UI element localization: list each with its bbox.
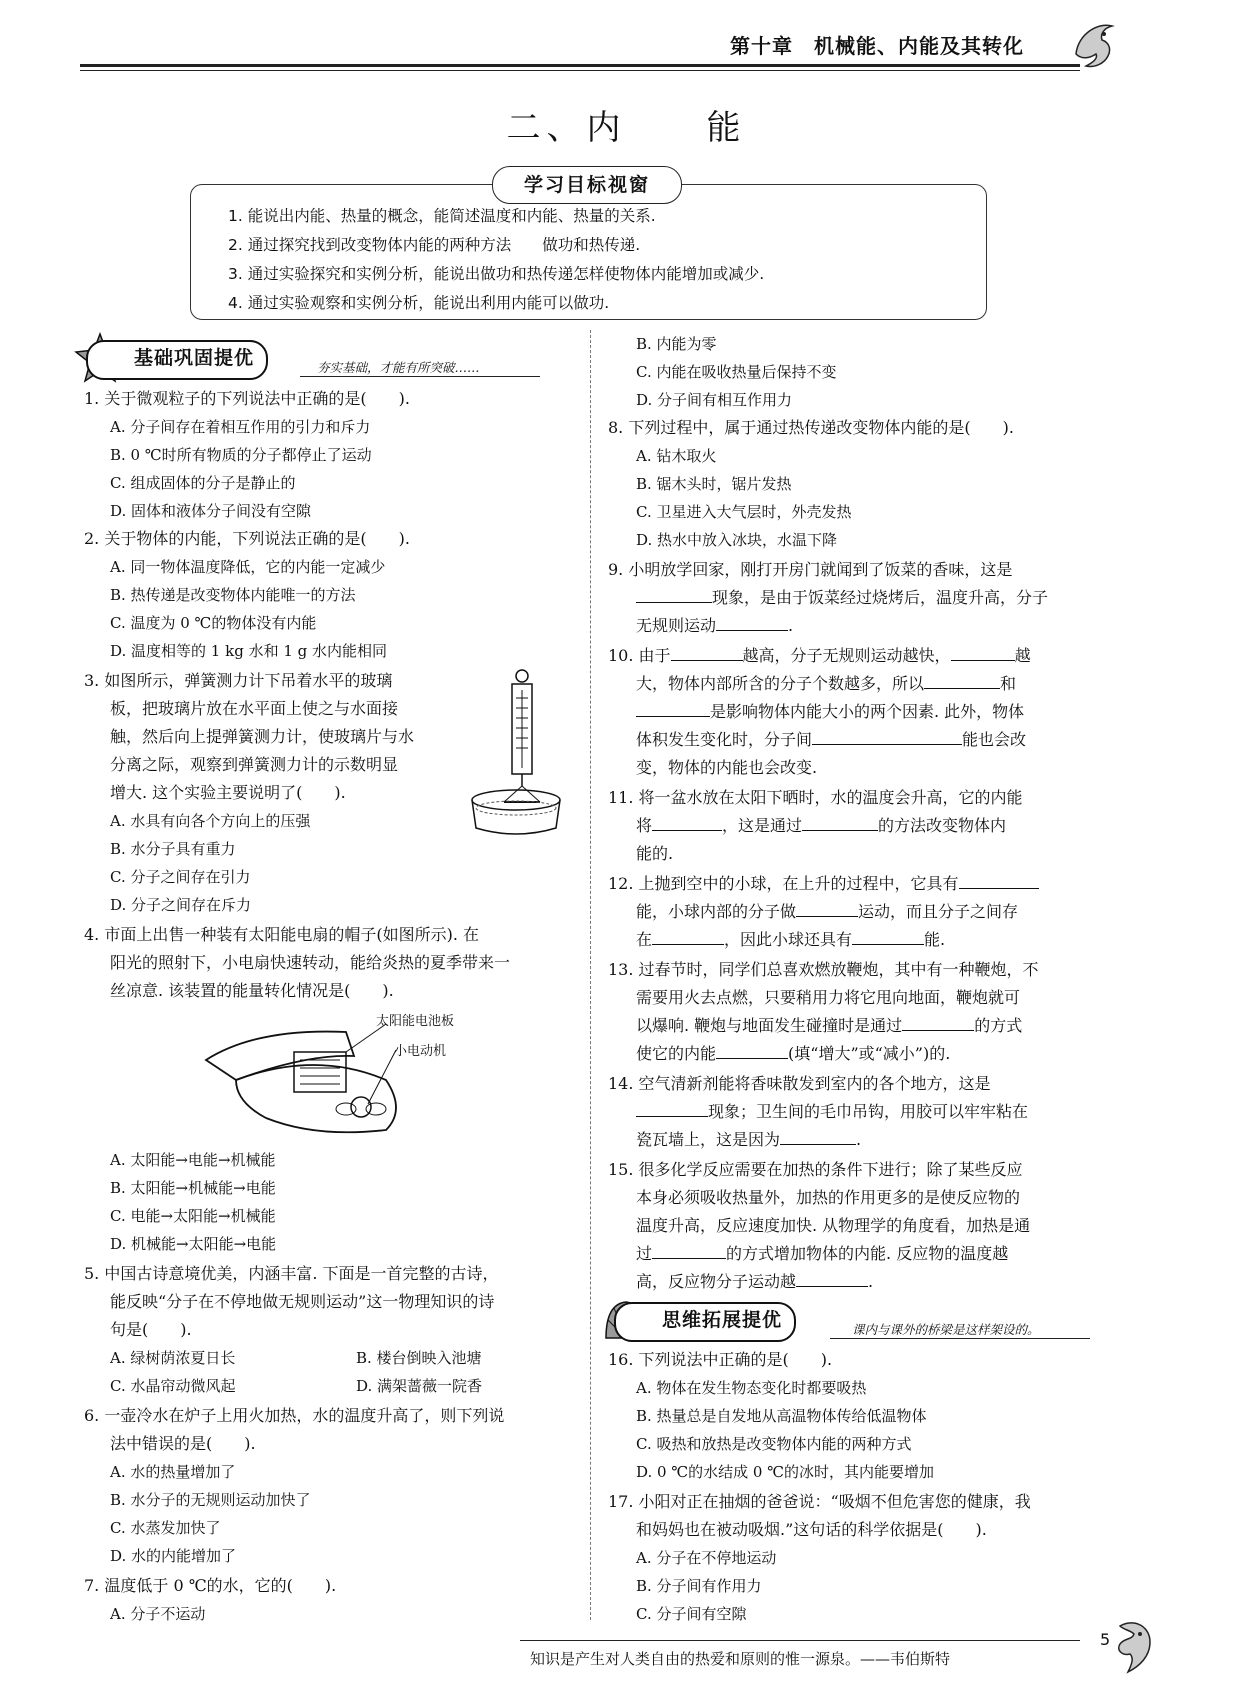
figure-label-motor: 小电动机 bbox=[394, 1044, 447, 1059]
spring-scale-figure bbox=[462, 668, 562, 838]
question-11-line: 11. 将一盆水放在太阳下晒时，水的温度会升高，它的内能 bbox=[608, 788, 1023, 807]
option: C. 组成固体的分子是静止的 bbox=[110, 474, 296, 492]
question-4-line: 4. 市面上出售一种装有太阳能电扇的帽子(如图所示). 在 bbox=[84, 925, 480, 944]
objective-item: 4. 通过实验观察和实例分析，能说出利用内能可以做功. bbox=[228, 294, 610, 312]
option: B. 分子间有作用力 bbox=[636, 1577, 762, 1595]
question-3-line: 3. 如图所示，弹簧测力计下吊着水平的玻璃 bbox=[84, 671, 393, 690]
question-7: 7. 温度低于 0 ℃的水，它的( ). bbox=[84, 1576, 337, 1595]
question-12-line: 能，小球内部的分子做 运动，而且分子之间存 bbox=[636, 898, 1018, 926]
option: B. 热量总是自发地从高温物体传给低温物体 bbox=[636, 1407, 927, 1425]
section-extend-title: 思维拓展提优 bbox=[614, 1302, 796, 1342]
option: B. 锯木头时，锯片发热 bbox=[636, 475, 792, 493]
option: A. 分子在不停地运动 bbox=[636, 1549, 777, 1567]
question-12-line: 在 ，因此小球还具有 能. bbox=[636, 926, 945, 954]
question-16: 16. 下列说法中正确的是( ). bbox=[608, 1350, 833, 1369]
question-10-line: 变，物体的内能也会改变. bbox=[636, 758, 818, 777]
option: A. 水具有向各个方向上的压强 bbox=[110, 812, 311, 830]
question-13-line: 使它的内能 (填“增大”或“减小”)的. bbox=[636, 1040, 950, 1068]
option: D. 温度相等的 1 kg 水和 1 g 水内能相同 bbox=[110, 642, 388, 660]
dolphin-icon bbox=[1068, 14, 1118, 72]
footer-rule bbox=[520, 1640, 1080, 1641]
option: D. 水的内能增加了 bbox=[110, 1547, 237, 1565]
option: B. 内能为零 bbox=[636, 335, 717, 353]
option: C. 水蒸发加快了 bbox=[110, 1519, 221, 1537]
header-rule-thin bbox=[80, 70, 1080, 71]
question-3-line: 触，然后向上提弹簧测力计，使玻璃片与水 bbox=[110, 727, 415, 746]
option: A. 同一物体温度降低，它的内能一定减少 bbox=[110, 558, 386, 576]
option: A. 水的热量增加了 bbox=[110, 1463, 236, 1481]
question-9-line: 现象，是由于饭菜经过烧烤后，温度升高，分子 bbox=[636, 584, 1048, 612]
dolphin-icon bbox=[1110, 1616, 1160, 1678]
option: A. 太阳能→电能→机械能 bbox=[110, 1151, 276, 1169]
objective-item: 2. 通过探究找到改变物体内能的两种方法 做功和热传递. bbox=[228, 236, 641, 254]
option: B. 0 ℃时所有物质的分子都停止了运动 bbox=[110, 446, 372, 464]
header-rule bbox=[80, 64, 1080, 67]
option: D. 满架蔷薇一院香 bbox=[356, 1377, 483, 1395]
question-3-line: 分离之际，观察到弹簧测力计的示数明显 bbox=[110, 755, 399, 774]
objectives-badge: 学习目标视窗 bbox=[492, 166, 682, 204]
option: B. 楼台倒映入池塘 bbox=[356, 1349, 482, 1367]
section-rule bbox=[830, 1338, 1090, 1339]
question-2: 2. 关于物体的内能，下列说法正确的是( ). bbox=[84, 529, 410, 548]
solar-hat-figure bbox=[196, 1010, 426, 1138]
page-number: 5 bbox=[1100, 1630, 1111, 1649]
option: A. 钻木取火 bbox=[636, 447, 717, 465]
question-11-line: 将 ，这是通过 的方法改变物体内 bbox=[636, 812, 1006, 840]
question-3-line: 板，把玻璃片放在水平面上使之与水面接 bbox=[110, 699, 399, 718]
question-10-line: 是影响物体内能大小的两个因素. 此外，物体 bbox=[636, 698, 1024, 726]
option: C. 水晶帘动微风起 bbox=[110, 1377, 236, 1395]
question-5-line: 5. 中国古诗意境优美，内涵丰富. 下面是一首完整的古诗， bbox=[84, 1264, 499, 1283]
question-4-line: 阳光的照射下，小电扇快速转动，能给炎热的夏季带来一 bbox=[110, 953, 511, 972]
question-15-line: 过 的方式增加物体的内能. 反应物的温度越 bbox=[636, 1240, 1008, 1268]
question-10-line: 大，物体内部所含的分子个数越多，所以 和 bbox=[636, 670, 1016, 698]
option: D. 分子间有相互作用力 bbox=[636, 391, 793, 409]
option: C. 电能→太阳能→机械能 bbox=[110, 1207, 276, 1225]
option: A. 绿树荫浓夏日长 bbox=[110, 1349, 236, 1367]
chapter-header: 第十章 机械能、内能及其转化 bbox=[730, 34, 1024, 58]
page-title: 二、内 能 bbox=[506, 108, 747, 148]
option: C. 卫星进入大气层时，外壳发热 bbox=[636, 503, 852, 521]
question-6-line: 法中错误的是( ). bbox=[110, 1434, 256, 1453]
question-15-line: 本身必须吸收热量外，加热的作用更多的是使反应物的 bbox=[636, 1188, 1021, 1207]
question-14-line: 14. 空气清新剂能将香味散发到室内的各个地方，这是 bbox=[608, 1074, 991, 1093]
question-13-line: 13. 过春节时，同学们总喜欢燃放鞭炮，其中有一种鞭炮，不 bbox=[608, 960, 1039, 979]
question-10-line: 体积发生变化时，分子间 能也会改 bbox=[636, 726, 1026, 754]
option: B. 水分子的无规则运动加快了 bbox=[110, 1491, 311, 1509]
section-basic-title: 基础巩固提优 bbox=[86, 340, 268, 380]
section-extend-tagline: 课内与课外的桥梁是这样架设的。 bbox=[852, 1322, 1040, 1337]
question-5-line: 能反映“分子在不停地做无规则运动”这一物理知识的诗 bbox=[110, 1292, 495, 1311]
option: C. 吸热和放热是改变物体内能的两种方式 bbox=[636, 1435, 912, 1453]
option: B. 热传递是改变物体内能唯一的方法 bbox=[110, 586, 356, 604]
question-15-line: 温度升高，反应速度加快. 从物理学的角度看，加热是通 bbox=[636, 1216, 1031, 1235]
question-17-line: 和妈妈也在被动吸烟.”这句话的科学依据是( ). bbox=[636, 1520, 987, 1539]
question-1: 1. 关于微观粒子的下列说法中正确的是( ). bbox=[84, 389, 410, 408]
question-9-line: 无规则运动 . bbox=[636, 612, 793, 640]
option: D. 机械能→太阳能→电能 bbox=[110, 1235, 277, 1253]
question-13-line: 需要用火去点燃，只要稍用力将它甩向地面，鞭炮就可 bbox=[636, 988, 1021, 1007]
option: B. 水分子具有重力 bbox=[110, 840, 236, 858]
option: A. 物体在发生物态变化时都要吸热 bbox=[636, 1379, 867, 1397]
objective-item: 3. 通过实验探究和实例分析，能说出做功和热传递怎样使物体内能增加或减少. bbox=[228, 265, 765, 283]
question-11-line: 能的. bbox=[636, 844, 674, 863]
question-3-line: 增大. 这个实验主要说明了( ). bbox=[110, 783, 346, 802]
question-6-line: 6. 一壶冷水在炉子上用火加热，水的温度升高了，则下列说 bbox=[84, 1406, 505, 1425]
option: D. 0 ℃的水结成 0 ℃的冰时，其内能要增加 bbox=[636, 1463, 934, 1481]
question-14-line: 瓷瓦墙上，这是因为 . bbox=[636, 1126, 861, 1154]
option: D. 分子之间存在斥力 bbox=[110, 896, 252, 914]
option: C. 温度为 0 ℃的物体没有内能 bbox=[110, 614, 317, 632]
option: C. 分子间有空隙 bbox=[636, 1605, 747, 1623]
figure-label-solar-panel: 太阳能电池板 bbox=[376, 1014, 455, 1029]
question-5-line: 句是( ). bbox=[110, 1320, 192, 1339]
option: B. 太阳能→机械能→电能 bbox=[110, 1179, 276, 1197]
option: C. 内能在吸收热量后保持不变 bbox=[636, 363, 837, 381]
column-divider bbox=[590, 330, 591, 1620]
question-13-line: 以爆响. 鞭炮与地面发生碰撞时是通过 的方式 bbox=[636, 1012, 1022, 1040]
question-12-line: 12. 上抛到空中的小球，在上升的过程中，它具有 bbox=[608, 870, 1039, 898]
question-17-line: 17. 小阳对正在抽烟的爸爸说：“吸烟不但危害您的健康，我 bbox=[608, 1492, 1031, 1511]
question-10-line: 10. 由于 越高，分子无规则运动越快， 越 bbox=[608, 642, 1031, 670]
question-4-line: 丝凉意. 该装置的能量转化情况是( ). bbox=[110, 981, 394, 1000]
objective-item: 1. 能说出内能、热量的概念，能简述温度和内能、热量的关系. bbox=[228, 207, 656, 225]
section-rule bbox=[300, 376, 540, 377]
question-9-line: 9. 小明放学回家，刚打开房门就闻到了饭菜的香味，这是 bbox=[608, 560, 1013, 579]
option: C. 分子之间存在引力 bbox=[110, 868, 251, 886]
question-8: 8. 下列过程中，属于通过热传递改变物体内能的是( ). bbox=[608, 418, 1014, 437]
option: D. 热水中放入冰块，水温下降 bbox=[636, 531, 838, 549]
option: A. 分子不运动 bbox=[110, 1605, 206, 1623]
question-15-line: 高，反应物分子运动越 . bbox=[636, 1268, 873, 1296]
option: A. 分子间存在着相互作用的引力和斥力 bbox=[110, 418, 371, 436]
question-14-line: 现象；卫生间的毛巾吊钩，用胶可以牢牢粘在 bbox=[636, 1098, 1028, 1126]
question-15-line: 15. 很多化学反应需要在加热的条件下进行；除了某些反应 bbox=[608, 1160, 1023, 1179]
section-basic-tagline: 夯实基础，才能有所突破…… bbox=[317, 360, 480, 375]
footer-quote: 知识是产生对人类自由的热爱和原则的惟一源泉。——韦伯斯特 bbox=[530, 1650, 951, 1668]
option: D. 固体和液体分子间没有空隙 bbox=[110, 502, 312, 520]
